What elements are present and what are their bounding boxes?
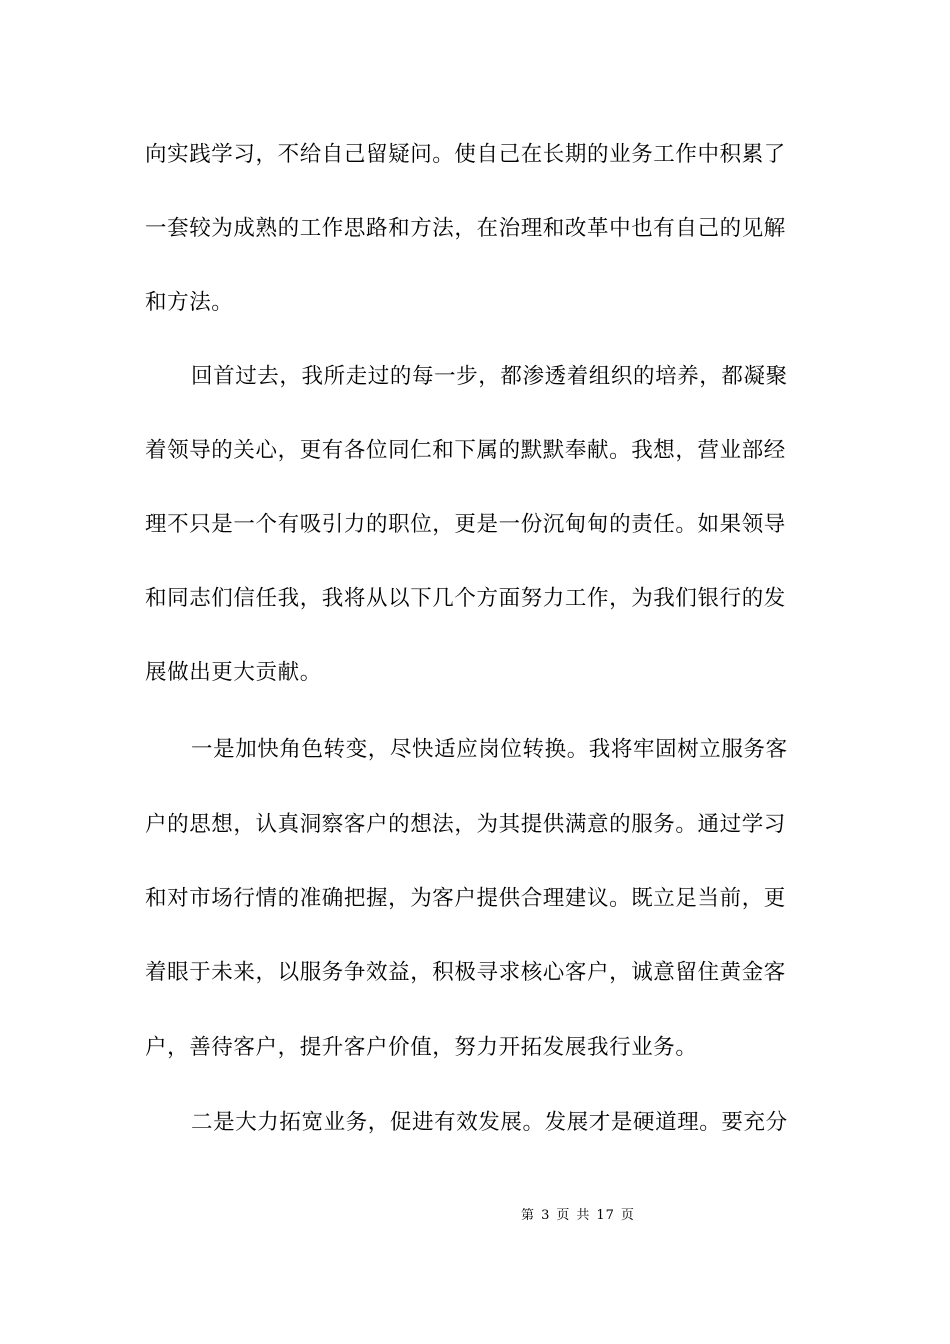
footer-total-pages: 17 (596, 1208, 615, 1223)
footer-current-page: 3 (541, 1208, 551, 1223)
body-text-line: 理不只是一个有吸引力的职位，更是一份沉甸甸的责任。如果领导 (145, 512, 786, 537)
body-text-line: 户的思想，认真洞察客户的想法，为其提供满意的服务。通过学习 (145, 812, 786, 837)
body-text-line: 和方法。 (145, 290, 234, 315)
footer-page-word: 页 (556, 1208, 571, 1223)
body-text-line: 和同志们信任我，我将从以下几个方面努力工作，为我们银行的发 (145, 586, 786, 611)
body-text-line: 展做出更大贡献。 (145, 660, 322, 685)
body-text-line: 着眼于未来，以服务争效益，积极寻求核心客户，诚意留住黄金客 (145, 960, 786, 985)
body-text-line: 一套较为成熟的工作思路和方法，在治理和改革中也有自己的见解 (145, 216, 786, 241)
paragraph-first-line: 一是加快角色转变，尽快适应岗位转换。我将牢固树立服务客 (191, 737, 788, 762)
paragraph-first-line: 回首过去，我所走过的每一步，都渗透着组织的培养，都凝聚 (191, 364, 788, 389)
body-text-line: 着领导的关心，更有各位同仁和下属的默默奉献。我想，营业部经 (145, 438, 786, 463)
footer-total-suffix: 页 (620, 1208, 635, 1223)
footer-page-prefix: 第 (521, 1208, 536, 1223)
body-text-line: 向实践学习，不给自己留疑问。使自己在长期的业务工作中积累了 (145, 142, 786, 167)
body-text-line: 户，善待客户，提升客户价值，努力开拓发展我行业务。 (145, 1035, 698, 1060)
paragraph-first-line: 二是大力拓宽业务，促进有效发展。发展才是硬道理。要充分 (191, 1110, 788, 1135)
page-number-footer (0, 1206, 950, 1226)
body-text-line: 和对市场行情的准确把握，为客户提供合理建议。既立足当前，更 (145, 886, 786, 911)
footer-total-prefix: 共 (576, 1208, 591, 1223)
